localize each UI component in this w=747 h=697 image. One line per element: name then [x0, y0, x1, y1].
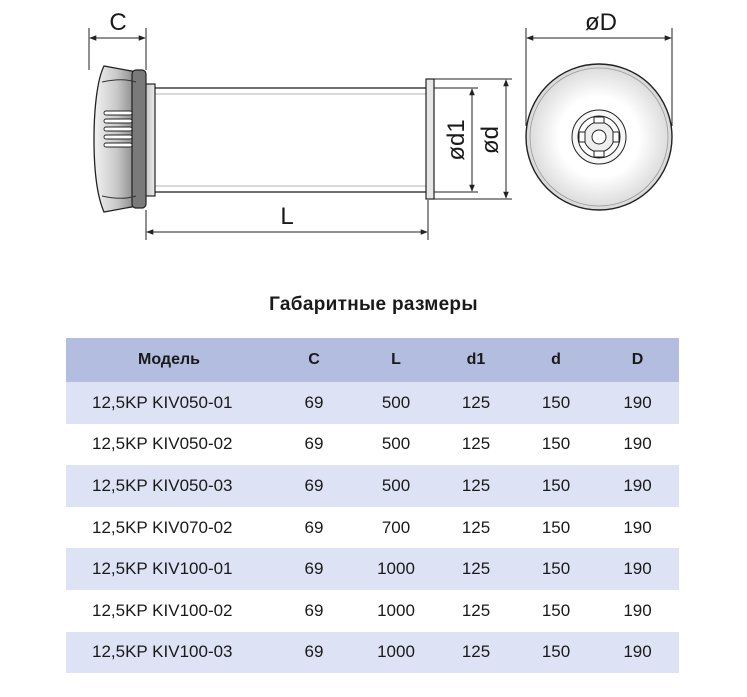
label-D: øD [585, 9, 617, 36]
cell-c: 69 [272, 548, 356, 590]
table-row [66, 382, 679, 424]
table-row [66, 632, 679, 674]
header-d: d [516, 338, 596, 382]
cell-l: 1000 [356, 548, 436, 590]
cell-d: 150 [516, 632, 596, 674]
header-c: C [272, 338, 356, 382]
table-row [66, 590, 679, 632]
side-view [94, 66, 434, 212]
cell-d1: 125 [436, 424, 516, 466]
front-view [526, 64, 672, 210]
cell-model: 12,5KP KIV070-02 [66, 507, 272, 549]
cell-c: 69 [272, 465, 356, 507]
header-l: L [356, 338, 436, 382]
table-header-row [66, 338, 679, 382]
cell-d1: 125 [436, 507, 516, 549]
header-model: Модель [66, 338, 272, 382]
wall-flange [426, 79, 434, 199]
cell-model: 12,5KP KIV050-01 [66, 382, 272, 424]
table-row [66, 424, 679, 466]
label-l: L [280, 203, 294, 230]
table-title: Габаритные размеры [269, 294, 478, 315]
table-row [66, 507, 679, 549]
cell-l: 500 [356, 382, 436, 424]
cell-l: 1000 [356, 632, 436, 674]
cell-D: 190 [596, 382, 679, 424]
cell-D: 190 [596, 590, 679, 632]
cell-c: 69 [272, 590, 356, 632]
label-d1: ød1 [443, 119, 470, 161]
cell-model: 12,5KP KIV100-02 [66, 590, 272, 632]
cell-d: 150 [516, 548, 596, 590]
label-d: ød [477, 125, 504, 155]
cell-D: 190 [596, 465, 679, 507]
label-c: C [109, 9, 127, 36]
cell-d: 150 [516, 507, 596, 549]
cell-l: 700 [356, 507, 436, 549]
cap-rim [132, 70, 146, 208]
cell-l: 500 [356, 465, 436, 507]
cell-model: 12,5KP KIV050-02 [66, 424, 272, 466]
cell-c: 69 [272, 382, 356, 424]
pipe-body [152, 88, 427, 192]
cell-D: 190 [596, 507, 679, 549]
header-d1: d1 [436, 338, 516, 382]
dimensions-table [66, 338, 679, 673]
cell-d1: 125 [436, 382, 516, 424]
table-row [66, 465, 679, 507]
cell-model: 12,5KP KIV100-01 [66, 548, 272, 590]
cell-D: 190 [596, 424, 679, 466]
cell-c: 69 [272, 507, 356, 549]
cell-l: 1000 [356, 590, 436, 632]
cell-D: 190 [596, 632, 679, 674]
technical-drawing [0, 0, 747, 285]
cell-D: 190 [596, 548, 679, 590]
cell-c: 69 [272, 632, 356, 674]
cell-c: 69 [272, 424, 356, 466]
cell-d1: 125 [436, 548, 516, 590]
cell-model: 12,5KP KIV100-03 [66, 632, 272, 674]
cell-d1: 125 [436, 590, 516, 632]
center-knob [572, 110, 626, 164]
header-D: D [596, 338, 679, 382]
cell-d1: 125 [436, 465, 516, 507]
cell-d: 150 [516, 382, 596, 424]
cell-d: 150 [516, 424, 596, 466]
cell-d: 150 [516, 590, 596, 632]
cell-l: 500 [356, 424, 436, 466]
table-row [66, 548, 679, 590]
cell-d1: 125 [436, 632, 516, 674]
cell-d: 150 [516, 465, 596, 507]
cell-model: 12,5KP KIV050-03 [66, 465, 272, 507]
